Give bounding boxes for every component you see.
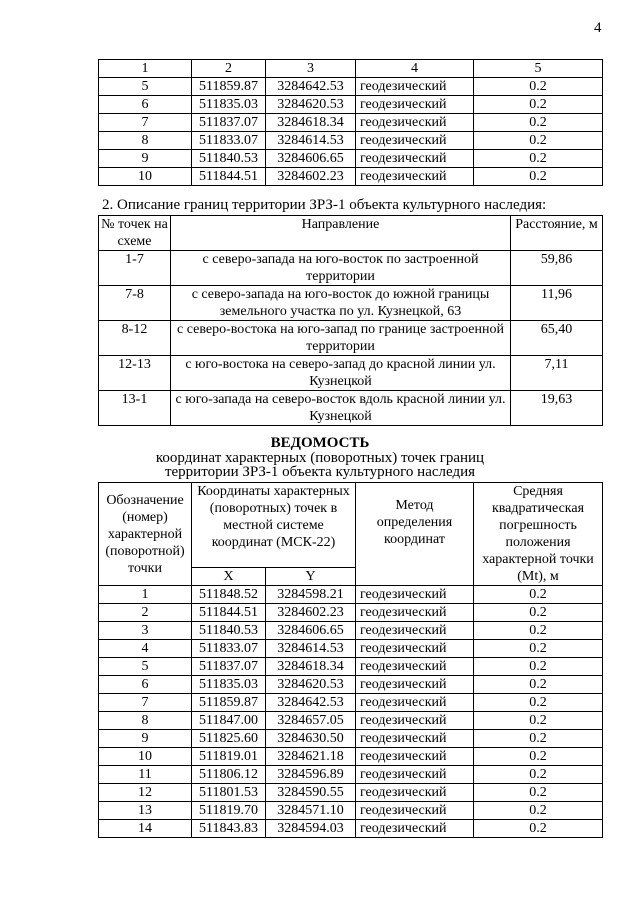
- table-row: [99, 150, 603, 168]
- y-coordinate-cell: 3284618.34: [266, 658, 356, 676]
- table-row: [99, 784, 603, 802]
- points-cell: 12-13: [99, 356, 171, 391]
- point-number-cell: 7: [99, 114, 192, 132]
- error-cell: 0.2: [474, 96, 603, 114]
- method-cell: геодезический: [356, 586, 474, 604]
- y-coordinate-cell: 3284571.10: [266, 802, 356, 820]
- method-cell: геодезический: [356, 168, 474, 186]
- table-row: [99, 96, 603, 114]
- method-cell: геодезический: [356, 96, 474, 114]
- table-row: [99, 286, 603, 321]
- error-cell: 0.2: [474, 168, 603, 186]
- direction-cell: с юго-востока на северо-запад до красной линии ул. Кузнецкой: [171, 356, 511, 391]
- designation-header: Обозначение (номер) характерной (поворотной) точки: [99, 483, 192, 586]
- table-header-row: [99, 60, 603, 78]
- error-cell: 0.2: [474, 766, 603, 784]
- error-cell: 0.2: [474, 802, 603, 820]
- x-coordinate-cell: 511833.07: [192, 132, 266, 150]
- y-coordinate-cell: 3284590.55: [266, 784, 356, 802]
- method-header: Метод определения координат: [356, 483, 474, 586]
- y-coordinate-cell: 3284598.21: [266, 586, 356, 604]
- section2-caption: 2. Описание границ территории ЗРЗ-1 объекта культурного наследия:: [102, 197, 547, 213]
- distance-header: Расстояние, м: [511, 216, 603, 251]
- error-cell: 0.2: [474, 748, 603, 766]
- y-coordinate-cell: 3284657.05: [266, 712, 356, 730]
- point-number-cell: 12: [99, 784, 192, 802]
- error-header: Средняя квадратическая погрешность положения характерной точки (Mt), м: [474, 483, 603, 586]
- table-row: [99, 622, 603, 640]
- point-number-cell: 14: [99, 820, 192, 838]
- method-cell: геодезический: [356, 114, 474, 132]
- distance-cell: 65,40: [511, 321, 603, 356]
- coordinates-table-continuation: [98, 59, 603, 186]
- point-number-cell: 9: [99, 730, 192, 748]
- point-number-cell: 3: [99, 622, 192, 640]
- x-coordinate-cell: 511835.03: [192, 96, 266, 114]
- error-cell: 0.2: [474, 622, 603, 640]
- method-cell: геодезический: [356, 622, 474, 640]
- error-cell: 0.2: [474, 658, 603, 676]
- point-number-cell: 8: [99, 712, 192, 730]
- table-row: [99, 132, 603, 150]
- point-number-cell: 13: [99, 802, 192, 820]
- column-number-cell: 3: [266, 60, 356, 78]
- points-cell: 1-7: [99, 251, 171, 286]
- direction-cell: с северо-запада на юго-восток по застроенной территории: [171, 251, 511, 286]
- error-cell: 0.2: [474, 820, 603, 838]
- table-row: [99, 114, 603, 132]
- x-coordinate-cell: 511837.07: [192, 114, 266, 132]
- points-cell: 8-12: [99, 321, 171, 356]
- method-cell: геодезический: [356, 132, 474, 150]
- table-row: [99, 356, 603, 391]
- table-row: [99, 748, 603, 766]
- point-number-cell: 4: [99, 640, 192, 658]
- column-number-cell: 5: [474, 60, 603, 78]
- y-coordinate-cell: 3284614.53: [266, 132, 356, 150]
- x-coordinate-cell: 511859.87: [192, 694, 266, 712]
- method-cell: геодезический: [356, 766, 474, 784]
- x-coordinate-cell: 511835.03: [192, 676, 266, 694]
- y-coordinate-cell: 3284602.23: [266, 168, 356, 186]
- y-coordinate-cell: 3284642.53: [266, 694, 356, 712]
- y-coordinate-cell: 3284606.65: [266, 150, 356, 168]
- error-cell: 0.2: [474, 712, 603, 730]
- y-coordinate-cell: 3284594.03: [266, 820, 356, 838]
- points-cell: 7-8: [99, 286, 171, 321]
- method-cell: геодезический: [356, 802, 474, 820]
- point-number-cell: 6: [99, 96, 192, 114]
- table-row: [99, 694, 603, 712]
- table-row: [99, 676, 603, 694]
- y-header: Y: [266, 568, 356, 586]
- y-coordinate-cell: 3284614.53: [266, 640, 356, 658]
- y-coordinate-cell: 3284620.53: [266, 96, 356, 114]
- points-cell: 13-1: [99, 391, 171, 426]
- table-row: [99, 730, 603, 748]
- method-cell: геодезический: [356, 784, 474, 802]
- x-coordinate-cell: 511859.87: [192, 78, 266, 96]
- x-coordinate-cell: 511801.53: [192, 784, 266, 802]
- point-number-cell: 6: [99, 676, 192, 694]
- y-coordinate-cell: 3284621.18: [266, 748, 356, 766]
- direction-cell: с юго-запада на северо-восток вдоль красной линии ул. Кузнецкой: [171, 391, 511, 426]
- x-coordinate-cell: 511843.83: [192, 820, 266, 838]
- error-cell: 0.2: [474, 730, 603, 748]
- x-coordinate-cell: 511819.70: [192, 802, 266, 820]
- point-number-cell: 7: [99, 694, 192, 712]
- point-number-cell: 5: [99, 78, 192, 96]
- y-coordinate-cell: 3284618.34: [266, 114, 356, 132]
- table-row: [99, 766, 603, 784]
- y-coordinate-cell: 3284606.65: [266, 622, 356, 640]
- distance-cell: 19,63: [511, 391, 603, 426]
- method-cell: геодезический: [356, 604, 474, 622]
- error-cell: 0.2: [474, 604, 603, 622]
- method-cell: геодезический: [356, 712, 474, 730]
- x-coordinate-cell: 511848.52: [192, 586, 266, 604]
- table-header-row: [99, 216, 603, 251]
- method-cell: геодезический: [356, 820, 474, 838]
- point-number-cell: 9: [99, 150, 192, 168]
- table-row: [99, 802, 603, 820]
- x-coordinate-cell: 511806.12: [192, 766, 266, 784]
- error-cell: 0.2: [474, 640, 603, 658]
- error-cell: 0.2: [474, 114, 603, 132]
- table-row: [99, 640, 603, 658]
- x-coordinate-cell: 511840.53: [192, 150, 266, 168]
- points-header: № точек на схеме: [99, 216, 171, 251]
- x-header: X: [192, 568, 266, 586]
- table-row: [99, 78, 603, 96]
- x-coordinate-cell: 511819.01: [192, 748, 266, 766]
- column-number-cell: 2: [192, 60, 266, 78]
- table-row: [99, 586, 603, 604]
- error-cell: 0.2: [474, 150, 603, 168]
- column-number-cell: 1: [99, 60, 192, 78]
- distance-cell: 11,96: [511, 286, 603, 321]
- distance-cell: 7,11: [511, 356, 603, 391]
- method-cell: геодезический: [356, 78, 474, 96]
- point-number-cell: 5: [99, 658, 192, 676]
- x-coordinate-cell: 511837.07: [192, 658, 266, 676]
- y-coordinate-cell: 3284602.23: [266, 604, 356, 622]
- vedomost-subtitle-1: координат характерных (поворотных) точек границ: [155, 450, 485, 466]
- error-cell: 0.2: [474, 676, 603, 694]
- table-row: [99, 712, 603, 730]
- x-coordinate-cell: 511825.60: [192, 730, 266, 748]
- direction-cell: с северо-запада на юго-восток до южной границы земельного участка по ул. Кузнецкой, 63: [171, 286, 511, 321]
- method-cell: геодезический: [356, 748, 474, 766]
- column-number-cell: 4: [356, 60, 474, 78]
- vedomost-title: ВЕДОМОСТЬ: [270, 435, 370, 451]
- x-coordinate-cell: 511844.51: [192, 604, 266, 622]
- table-row: [99, 820, 603, 838]
- point-number-cell: 2: [99, 604, 192, 622]
- point-number-cell: 1: [99, 586, 192, 604]
- table-row: [99, 604, 603, 622]
- direction-header: Направление: [171, 216, 511, 251]
- method-cell: геодезический: [356, 640, 474, 658]
- error-cell: 0.2: [474, 784, 603, 802]
- table-row: [99, 251, 603, 286]
- boundary-description-table: [98, 215, 603, 426]
- error-cell: 0.2: [474, 694, 603, 712]
- method-cell: геодезический: [356, 694, 474, 712]
- table-header-row: [99, 483, 603, 568]
- vedomost-table: [98, 482, 603, 838]
- vedomost-subtitle-2: территории ЗРЗ-1 объекта культурного наследия: [164, 464, 476, 480]
- error-cell: 0.2: [474, 78, 603, 96]
- y-coordinate-cell: 3284642.53: [266, 78, 356, 96]
- error-cell: 0.2: [474, 132, 603, 150]
- page-number: 4: [594, 20, 602, 36]
- point-number-cell: 10: [99, 168, 192, 186]
- point-number-cell: 11: [99, 766, 192, 784]
- point-number-cell: 8: [99, 132, 192, 150]
- table-row: [99, 391, 603, 426]
- x-coordinate-cell: 511833.07: [192, 640, 266, 658]
- table-row: [99, 658, 603, 676]
- method-cell: геодезический: [356, 150, 474, 168]
- distance-cell: 59,86: [511, 251, 603, 286]
- method-cell: геодезический: [356, 730, 474, 748]
- table-row: [99, 168, 603, 186]
- method-cell: геодезический: [356, 676, 474, 694]
- direction-cell: с северо-востока на юго-запад по границе застроенной территории: [171, 321, 511, 356]
- y-coordinate-cell: 3284620.53: [266, 676, 356, 694]
- y-coordinate-cell: 3284596.89: [266, 766, 356, 784]
- x-coordinate-cell: 511844.51: [192, 168, 266, 186]
- y-coordinate-cell: 3284630.50: [266, 730, 356, 748]
- coordinates-header: Координаты характерных (поворотных) точек в местной системе координат (МСК-22): [192, 483, 356, 568]
- point-number-cell: 10: [99, 748, 192, 766]
- x-coordinate-cell: 511840.53: [192, 622, 266, 640]
- x-coordinate-cell: 511847.00: [192, 712, 266, 730]
- error-cell: 0.2: [474, 586, 603, 604]
- table-row: [99, 321, 603, 356]
- method-cell: геодезический: [356, 658, 474, 676]
